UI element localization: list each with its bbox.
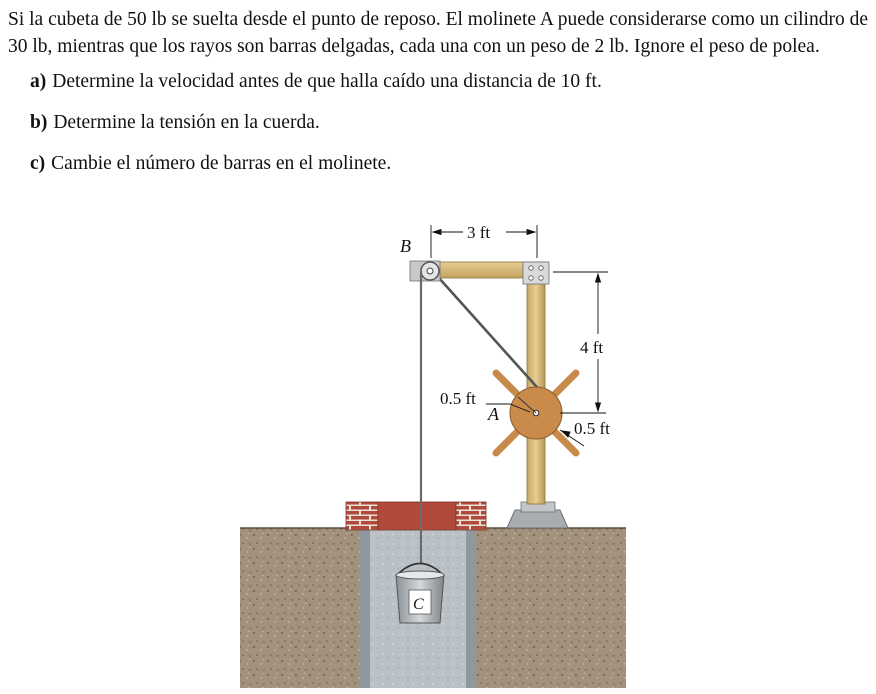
part-a-text: Determine la velocidad antes de que halla caído una distancia de 10 ft. — [52, 71, 602, 92]
problem-statement: Si la cubeta de 50 lb se suelta desde el punto de reposo. El molinete A puede considerarse como un cilindro de 30 lb, mientras que los rayos son barras delgadas, cada una con un peso de 2 lb. Ignore el peso de polea. — [8, 9, 868, 57]
dim-4ft-label: 4 ft — [580, 338, 604, 357]
well-wall-right-bricks — [456, 502, 486, 530]
dim-3ft-label: 3 ft — [467, 223, 491, 242]
label-C: C — [413, 596, 424, 613]
part-b-text: Determine la tensión en la cuerda. — [53, 112, 320, 133]
label-A: A — [488, 404, 499, 424]
part-c-text: Cambie el número de barras en el molinete. — [51, 153, 392, 174]
well-wall-front — [378, 502, 456, 530]
label-B: B — [400, 236, 411, 256]
post-base — [507, 510, 568, 528]
part-b-letter: b) — [30, 112, 48, 133]
beam-bracket — [523, 262, 549, 284]
dim-pulley-label: 0.5 ft — [440, 389, 476, 408]
well-wall-left-bricks — [346, 502, 378, 530]
part-c-letter: c) — [30, 153, 46, 174]
dim-windlass-label: 0.5 ft — [574, 419, 610, 438]
part-a-letter: a) — [30, 71, 47, 92]
